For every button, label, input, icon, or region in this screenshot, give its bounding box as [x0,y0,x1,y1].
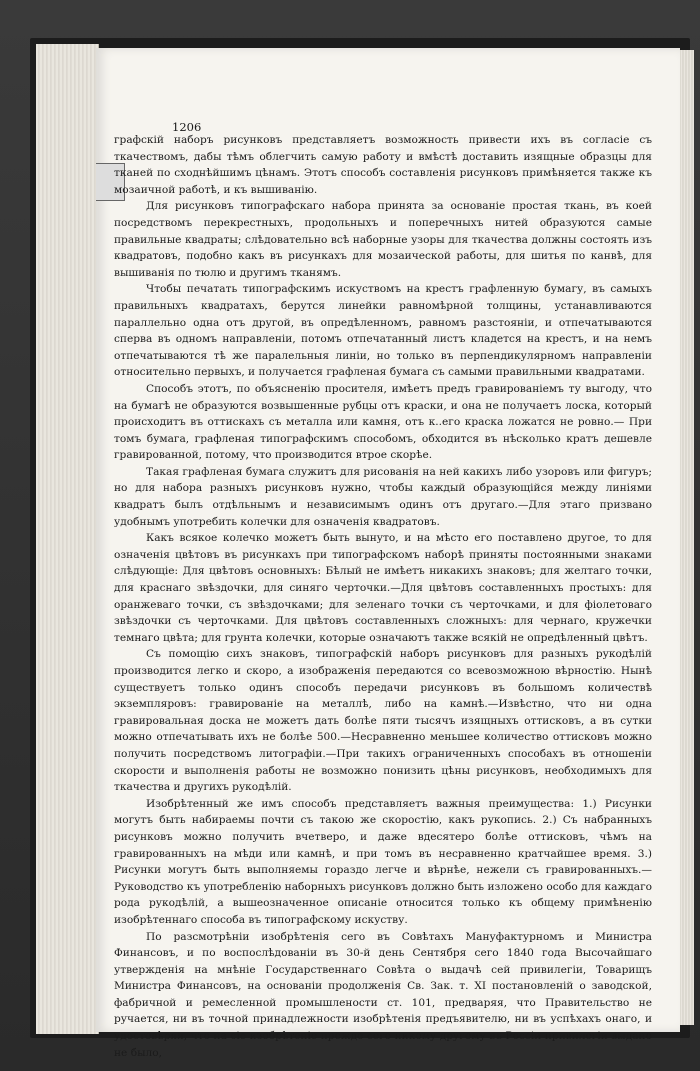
paragraph: Какъ всякое колечко можетъ быть вынуто, и на мѣсто его поставлено другое, то для означенія цвѣтовъ въ рисункахъ при типографскомъ наборѣ приняты постоянными знаками слѣдующіе: Для цвѣтовъ основныхъ: Бѣлый не имѣетъ никакихъ знаковъ; для желтаго точки, для краснаго звѣздочки, для синяго черточки.—Для цвѣтовъ составленныхъ простыхъ: для оранжеваго точки, съ звѣздочками; для зеленаго точки съ черточками, и для фіолетоваго звѣздочки съ черточками. Для цвѣтовъ составленныхъ сложныхъ: для чернаго, кружечки темнаго цвѣта; для грунта колечки, которые означаютъ также всякій не опредѣленный цвѣтъ. [114,532,652,644]
page-stack-edges [36,44,99,1034]
paragraph: Для рисунковъ типографскаго набора принята за основаніе простая ткань, въ коей посредствомъ перекрестныхъ, продольныхъ и поперечныхъ нитей образуются самые правильные квадраты; слѣдовательно всѣ наборные узоры для ткачества должны состоять изъ квадратовъ, подобно какъ въ рисункахъ для мозаической работы, для шитья по канвѣ, для вышиванія по тюлю и другимъ тканямъ. [114,200,652,279]
page-text [114,132,652,1061]
paragraph: Съ помощію сихъ знаковъ, типографскій наборъ рисунковъ для разныхъ рукодѣлій производится легко и скоро, а изображенія передаются со всевозможною вѣрностію. Нынѣ существуетъ только одинъ способъ передачи рисунковъ въ большомъ количествѣ экземпляровъ: гравированіе на металлѣ, либо на камнѣ.—Извѣстно, что ни одна гравировальная доска не можетъ дать болѣе пяти тысячъ изящныхъ оттисковъ, а въ сутки можно отпечатывать ихъ не болѣе 500.—Несравненно меньшее количество оттисковъ можно получить посредствомъ литографіи.—При такихъ ограниченныхъ способахъ въ отношеніи скорости и выполненія работы не возможно понизить цѣны рисунковъ, необходимыхъ для ткачества и другихъ рукодѣлій. [114,648,652,794]
paragraph: Чтобы печатать типографскимъ искуствомъ на крестъ графленную бумагу, въ самыхъ правильныхъ квадратахъ, берутся линейки равномѣрной толщины, устанавливаются параллельно одна отъ другой, въ опредѣленномъ, равномъ разстояніи, и отпечатываются сперва въ одномъ направленіи, потомъ отпечатанный листъ кладется на крестъ, и на немъ отпечатываются тѣ же паралельныя линіи, но только въ перпендикулярномъ направленіи относительно первыхъ, и получается графленая бумага съ самыми правильными квадратами. [114,283,652,379]
paragraph: графскій наборъ рисунковъ представляетъ возможность привести ихъ въ согласіе съ ткачествомъ, дабы тѣмъ облегчить самую работу и вмѣстѣ доставить изящные образцы для тканей по сходнѣйшимъ цѣнамъ. Этотъ способъ составленія рисунковъ примѣняется также къ мозаичной работѣ, и къ вышиванію. [114,134,652,196]
paragraph: По разсмотрѣніи изобрѣтенія сего въ Совѣтахъ Мануфактурномъ и Министра Финансовъ, и по воспослѣдованіи въ 30-й день Сентября сего 1840 года Высочайшаго утвержденія на мнѣніе Государственнаго Совѣта о выдачѣ сей привилегіи, Товарищъ Министра Финансовъ, на основаніи продолженія Св. Зак. т. XI постановленій о заводской, фабричной и ремесленной промышлености ст. 101, предваряя, что Правительство не ручается, ни въ точной принадлежности изобрѣтенія предъявителю, ни въ успѣхахъ онаго, и удостовѣряя, что на сіе изобрѣтеніе прежде сего никому другому въ Россіи привилегіи выдано не было, [114,930,652,1059]
paragraph: Способъ этотъ, по объясненію просителя, имѣетъ предъ гравированіемъ ту выгоду, что на бумагѣ не образуются возвышенные рубцы отъ краски, и она не получаетъ лоска, который происходитъ въ оттискахъ съ металла или камня, отъ к..его краска ложатся не ровно.— При томъ бумага, графленая типографскимъ способомъ, обходится въ нѣсколько кратъ дешевле гравированной, потому, что производится втрое скорѣе. [114,382,652,462]
page-number: 1206 [172,120,202,134]
paragraph: Такая графленая бумага служитъ для рисованія на ней какихъ либо узоровъ или фигуръ; но для набора разныхъ рисунковъ нужно, чтобы каждый образующійся между линіями квадратъ былъ отдѣльнымъ и независимымъ одинъ отъ другаго.—Для этаго призвано удобнымъ употребить колечки для означенія квадратовъ. [114,465,652,528]
paragraph: Изобрѣтенный же имъ способъ представляетъ важныя преимущества: 1.) Рисунки могутъ быть набираемы почти съ такою же скоростію, какъ рукопись. 2.) Съ набранныхъ рисунковъ можно получить вчетверо, и даже вдесятеро болѣе оттисковъ, чѣмъ на гравированныхъ на мѣди или камнѣ, и при томъ въ несравненно кратчайшее время. 3.) Рисунки могутъ быть выполняемы гораздо легче и вѣрнѣе, нежели съ гравированныхъ.—Руководство къ употребленію наборныхъ рисунковъ должно быть изложено особо для каждаго рода рукодѣлій, а вышеозначенное описаніе относится только къ общему примѣненію изобрѣтеннаго способа въ типографскому искуству. [114,797,652,926]
right-page-edge [680,50,694,1025]
book-page [96,48,680,1059]
